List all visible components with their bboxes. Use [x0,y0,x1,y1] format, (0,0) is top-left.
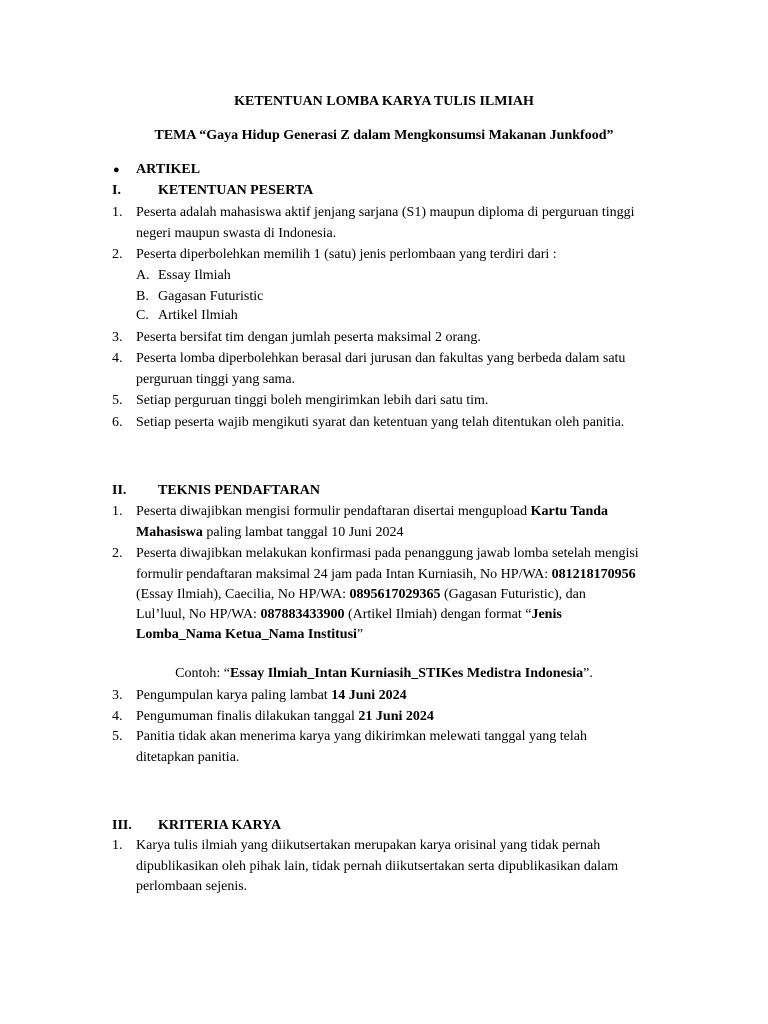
format-text: Lomba_Nama Ketua_Nama Institusi [136,627,357,642]
s1-item2-line1: Peserta diperbolehkan memilih 1 (satu) jenis perlombaan yang terdiri dari : [136,247,557,262]
example-line: Contoh: “Essay Ilmiah_Intan Kurniasih_STIKes Medistra Indonesia”. [175,666,593,681]
bullet-icon: ● [113,164,120,176]
s1-item2-number: 2. [112,247,123,262]
category-label: ARTIKEL [136,162,201,177]
s2-item2-line3: (Essay Ilmiah), Caecilia, No HP/WA: 0895617029365 (Gagasan Futuristic), dan [136,587,586,602]
s2-item1-number: 1. [112,504,123,519]
s2-item3-line1: Pengumpulan karya paling lambat 14 Juni 2024 [136,688,407,703]
s3-item1-line3: perlombaan sejenis. [136,879,248,894]
s2-item2-number: 2. [112,546,123,561]
phone-caecilia: 0895617029365 [349,587,441,602]
s2-item2-line1: Peserta diwajibkan melakukan konfirmasi pada penanggung jawab lomba setelah mengisi [136,546,639,561]
section1-heading: KETENTUAN PESERTA [158,183,314,198]
s2-item2-line4: Lul’luul, No HP/WA: 087883433900 (Artikel Ilmiah) dengan format “Jenis [136,607,562,622]
document-title: KETENTUAN LOMBA KARYA TULIS ILMIAH [234,94,534,109]
s1-item6-line1: Setiap peserta wajib mengikuti syarat dan ketentuan yang telah ditentukan oleh panitia. [136,415,625,430]
s2-item3-number: 3. [112,688,123,703]
s1-item5-line1: Setiap perguruan tinggi boleh mengirimkan lebih dari satu tim. [136,393,489,408]
s1-item4-line1: Peserta lomba diperbolehkan berasal dari jurusan dan fakultas yang berbeda dalam satu [136,351,626,366]
s2-item1-bold1: Kartu Tanda [530,504,609,519]
s2-item1-line1: Peserta diwajibkan mengisi formulir pendaftaran disertai mengupload Kartu Tanda [136,504,609,519]
document-theme: TEMA “Gaya Hidup Generasi Z dalam Mengkonsumsi Makanan Junkfood” [154,128,614,143]
s2-item5-number: 5. [112,729,123,744]
s3-item1-line2: dipublikasikan oleh pihak lain, tidak pernah diikutsertakan serta dipublikasikan dalam [136,859,619,874]
s2-item5-line2: ditetapkan panitia. [136,750,240,765]
s2-item4-line1: Pengumuman finalis dilakukan tanggal 21 Juni 2024 [136,709,434,724]
section2-heading: TEKNIS PENDAFTARAN [158,483,320,498]
phone-intan: 081218170956 [551,567,636,582]
example-format: Essay Ilmiah_Intan Kurniasih_STIKes Medistra Indonesia [229,666,584,681]
s2-item5-line1: Panitia tidak akan menerima karya yang dikirimkan melewati tanggal yang telah [136,729,587,744]
s1-sub-a-letter: A. [136,268,150,283]
s1-sub-b-text: Gagasan Futuristic [158,289,264,304]
s2-item2-line5: Lomba_Nama Ketua_Nama Institusi” [136,627,364,642]
s1-sub-b-letter: B. [136,289,149,304]
section2-numeral: II. [112,483,127,498]
s2-item1-bold2: Mahasiswa [136,525,203,540]
s2-item1-line2: Mahasiswa paling lambat tanggal 10 Juni 2024 [136,525,404,540]
s2-item4-number: 4. [112,709,123,724]
s1-item1-line1: Peserta adalah mahasiswa aktif jenjang sarjana (S1) maupun diploma di perguruan tinggi [136,205,635,220]
s1-item1-number: 1. [112,205,123,220]
phone-lulluul: 087883433900 [260,607,345,622]
s1-item4-number: 4. [112,351,123,366]
s1-sub-a-text: Essay Ilmiah [158,268,231,283]
s3-item1-number: 1. [112,838,123,853]
s1-item6-number: 6. [112,415,123,430]
section3-numeral: III. [112,818,132,833]
s1-sub-c-text: Artikel Ilmiah [158,308,238,323]
s1-item3-line1: Peserta bersifat tim dengan jumlah peserta maksimal 2 orang. [136,330,481,345]
s1-sub-c-letter: C. [136,308,149,323]
s1-item5-number: 5. [112,393,123,408]
section3-heading: KRITERIA KARYA [158,818,282,833]
s3-item1-line1: Karya tulis ilmiah yang diikutsertakan merupakan karya orisinal yang tidak pernah [136,838,601,853]
section1-numeral: I. [112,183,121,198]
deadline-date: 14 Juni 2024 [331,688,407,703]
s1-item3-number: 3. [112,330,123,345]
s1-item1-line2: negeri maupun swasta di Indonesia. [136,226,337,241]
s1-item4-line2: perguruan tinggi yang sama. [136,372,296,387]
announcement-date: 21 Juni 2024 [358,709,434,724]
s2-item2-line2: formulir pendaftaran maksimal 24 jam pada Intan Kurniasih, No HP/WA: 081218170956 [136,567,636,582]
